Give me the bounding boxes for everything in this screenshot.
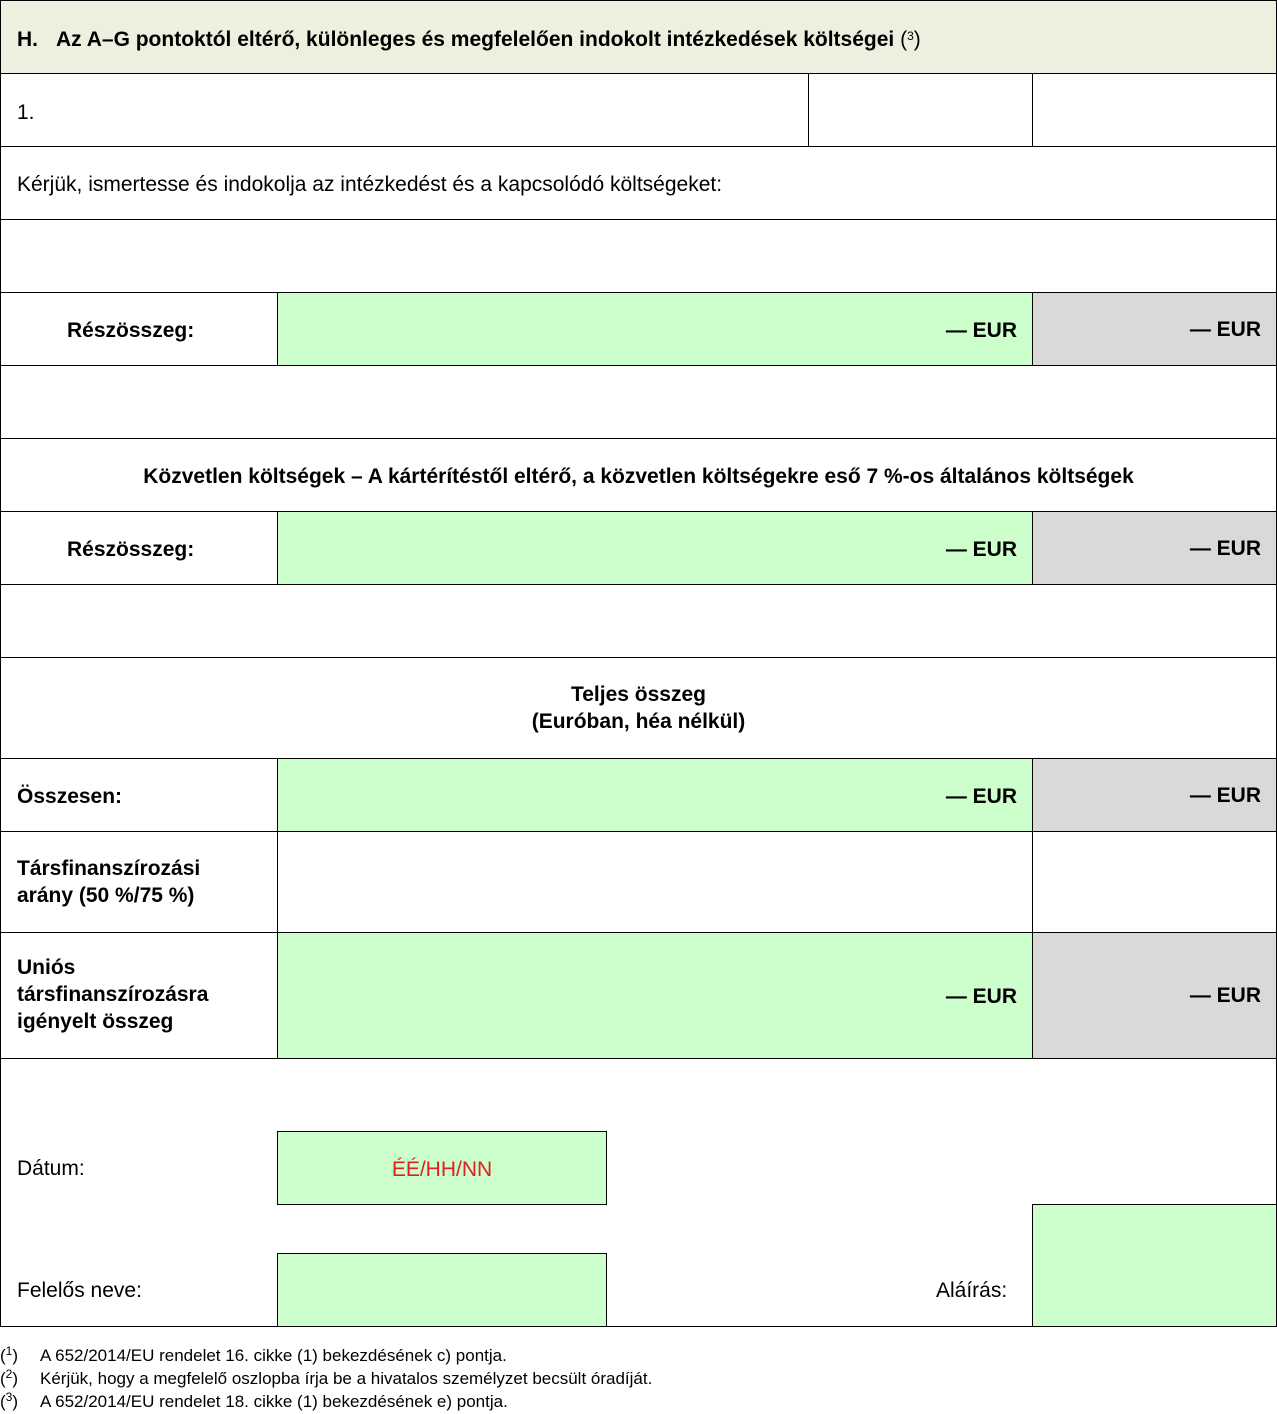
total-heading-line2: (Euróban, héa nélkül) <box>531 710 746 733</box>
cofinancing-rate-line2: arány (50 %/75 %) <box>17 884 195 907</box>
total-value-b <box>1032 758 1277 832</box>
date-label: Dátum: <box>17 1157 85 1180</box>
subtotal1-value-b <box>1032 292 1277 366</box>
blank-row-1 <box>0 365 1277 439</box>
section-note-open: ( <box>900 28 908 51</box>
section-header <box>0 0 1277 74</box>
description-field[interactable] <box>0 219 1277 293</box>
row-number: 1. <box>17 101 35 124</box>
describe-prompt-cell <box>0 146 1277 220</box>
total-label-cell <box>0 758 278 832</box>
footnote-1-num: ($^1$) <box>0 1344 19 1365</box>
footnote-3-num: ($^3$) <box>0 1390 19 1411</box>
footnote-2-num: ($^2$) <box>0 1367 19 1388</box>
footnote-1-text: A 652/2014/EU rendelet 16. cikke (1) bekezdésének c) pontja. <box>40 1346 507 1365</box>
section-note-sup: 3 <box>907 29 914 43</box>
eu-amount-line1: Uniós <box>17 956 76 979</box>
eu-amount-value-b <box>1032 932 1277 1059</box>
subtotal1-label: Részösszeg: <box>67 319 195 342</box>
date-placeholder: ÉÉ/HH/NN <box>391 1158 493 1181</box>
eu-amount-line3: igényelt összeg <box>17 1010 174 1033</box>
row-number-cell <box>0 73 809 147</box>
section-letter: H. <box>17 28 38 51</box>
responsible-name-input[interactable] <box>277 1253 607 1327</box>
subtotal2-value-b <box>1032 511 1277 585</box>
cofinancing-rate-value-b[interactable] <box>1032 831 1277 933</box>
row-number-col3[interactable] <box>1032 73 1277 147</box>
eu-amount-value-b-text: — EUR <box>1189 984 1261 1007</box>
footnote-3-text: A 652/2014/EU rendelet 18. cikke (1) bekezdésének e) pontja. <box>40 1392 508 1411</box>
subtotal1-value-b-text: — EUR <box>1189 318 1261 341</box>
section-note-close: ) <box>913 28 921 51</box>
cofinancing-rate-label-cell <box>0 831 278 933</box>
subtotal1-value-a-text: — EUR <box>945 319 1017 342</box>
responsible-label: Felelős neve: <box>17 1279 142 1302</box>
subtotal2-label-cell <box>0 511 278 585</box>
eu-amount-value-a-text: — EUR <box>945 985 1017 1008</box>
total-label: Összesen: <box>17 785 123 808</box>
date-input[interactable] <box>277 1131 607 1205</box>
indirect-heading: Közvetlen költségek – A kártérítéstől eltérő, a közvetlen költségekre eső 7 %-os általános költségek <box>143 465 1134 488</box>
total-heading-line1: Teljes összeg <box>570 683 706 706</box>
total-value-a-text: — EUR <box>945 785 1017 808</box>
signature-label: Aláírás: <box>936 1279 1008 1302</box>
indirect-heading-cell <box>0 438 1277 512</box>
eu-amount-line2: társfinanszírozásra <box>17 983 209 1006</box>
eu-amount-label-cell <box>0 932 278 1059</box>
section-title: Az A–G pontoktól eltérő, különleges és megfelelően indokolt intézkedések költségei <box>56 28 895 51</box>
subtotal1-label-cell <box>0 292 278 366</box>
footnote-2-text: Kérjük, hogy a megfelelő oszlopba írja be a hivatalos személyzet becsült óradíját. <box>40 1369 653 1388</box>
describe-prompt: Kérjük, ismertesse és indokolja az intézkedést és a kapcsolódó költségeket: <box>17 173 723 196</box>
blank-row-2 <box>0 584 1277 658</box>
cofinancing-rate-value-a[interactable] <box>277 831 1033 933</box>
subtotal2-value-a-text: — EUR <box>945 538 1017 561</box>
eu-amount-value-a[interactable] <box>277 932 1033 1059</box>
row-number-col2[interactable] <box>808 73 1033 147</box>
subtotal2-value-a[interactable] <box>277 511 1033 585</box>
total-value-a[interactable] <box>277 758 1033 832</box>
signature-field[interactable] <box>1032 1204 1277 1327</box>
total-value-b-text: — EUR <box>1189 784 1261 807</box>
subtotal2-value-b-text: — EUR <box>1189 537 1261 560</box>
total-heading-cell <box>0 657 1277 759</box>
section-title-wrap <box>56 26 921 53</box>
subtotal2-label: Részösszeg: <box>67 538 195 561</box>
cofinancing-rate-line1: Társfinanszírozási <box>17 857 201 880</box>
subtotal1-value-a[interactable] <box>277 292 1033 366</box>
